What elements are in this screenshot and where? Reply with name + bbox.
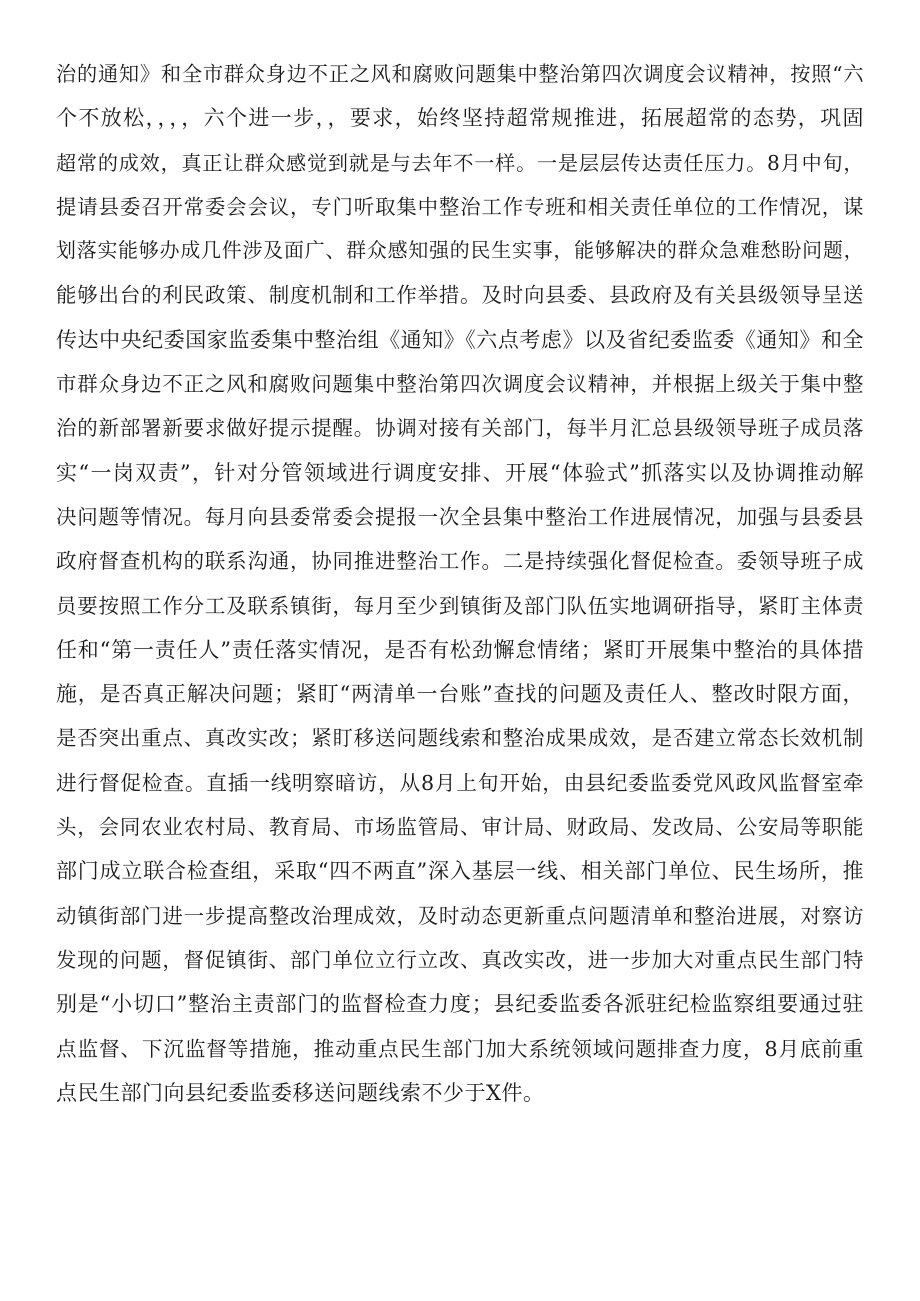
text-line: 头，会同农业农村局、教育局、市场监管局、审计局、财政局、发改局、公安局等职能 [56,815,864,840]
text-line: 治的通知》和全市群众身边不正之风和腐败问题集中整治第四次调度会议精神，按照“六 [56,62,864,86]
text-line: 别是“小切口”整治主责部门的监督检查力度；县纪委监委各派驻纪检监察组要通过驻 [56,992,864,1017]
text-line: 市群众身边不正之风和腐败问题集中整治第四次调度会议精神，并根据上级关于集中整 [56,372,864,397]
text-line: 个不放松，，，，六个进一步，，要求，始终坚持超常规推进，拓展超常的态势，巩固 [56,106,864,131]
body-paragraph [56,52,864,1115]
text-line: 划落实能够办成几件涉及面广、群众感知强的民生实事，能够解决的群众急难愁盼问题， [56,239,864,263]
text-line: 点监督、下沉监督等措施，推动重点民生部门加大系统领域问题排查力度，8月底前重 [56,1036,864,1061]
text-line: 部门成立联合检查组，采取“四不两直”深入基层一线、相关部门单位、民生场所，推 [56,859,864,884]
text-line: 动镇街部门进一步提高整改治理成效，及时动态更新重点问题清单和整治进展，对察访 [56,903,864,928]
text-line: 员要按照工作分工及联系镇街，每月至少到镇街及部门队伍实地调研指导，紧盯主体责 [56,593,864,618]
text-line: 提请县委召开常委会会议，专门听取集中整治工作专班和相关责任单位的工作情况，谋 [56,194,864,219]
text-line: 施，是否真正解决问题；紧盯“两清单一台账”查找的问题及责任人、整改时限方面， [56,682,864,707]
text-line: 传达中央纪委国家监委集中整治组《通知》《六点考虑》以及省纪委监委《通知》和全 [56,327,864,352]
text-line: 能够出台的利民政策、制度机制和工作举措。及时向县委、县政府及有关县级领导呈送 [56,283,864,308]
text-line: 发现的问题，督促镇街、部门单位立行立改、真改实改，进一步加大对重点民生部门特 [56,947,864,972]
text-line: 任和“第一责任人”责任落实情况，是否有松劲懈怠情绪；紧盯开展集中整治的具体措 [56,637,864,662]
text-line: 超常的成效，真正让群众感觉到就是与去年不一样。一是层层传达责任压力。8月中旬， [56,150,864,175]
text-line: 是否突出重点、真改实改；紧盯移送问题线索和整治成果成效，是否建立常态长效机制 [56,726,864,751]
text-line: 决问题等情况。每月向县委常委会提报一次全县集中整治工作进展情况，加强与县委县 [56,504,864,529]
text-line: 政府督查机构的联系沟通，协同推进整治工作。二是持续强化督促检查。委领导班子成 [56,549,864,574]
text-line: 实“一岗双责”，针对分管领域进行调度安排、开展“体验式”抓落实以及协调推动解 [56,460,864,485]
text-line: 点民生部门向县纪委监委移送问题线索不少于X件。 [56,1080,545,1105]
text-line: 进行督促检查。直插一线明察暗访，从8月上旬开始，由县纪委监委党风政风监督室牵 [56,770,864,795]
text-line: 治的新部署新要求做好提示提醒。协调对接有关部门，每半月汇总县级领导班子成员落 [56,416,864,441]
